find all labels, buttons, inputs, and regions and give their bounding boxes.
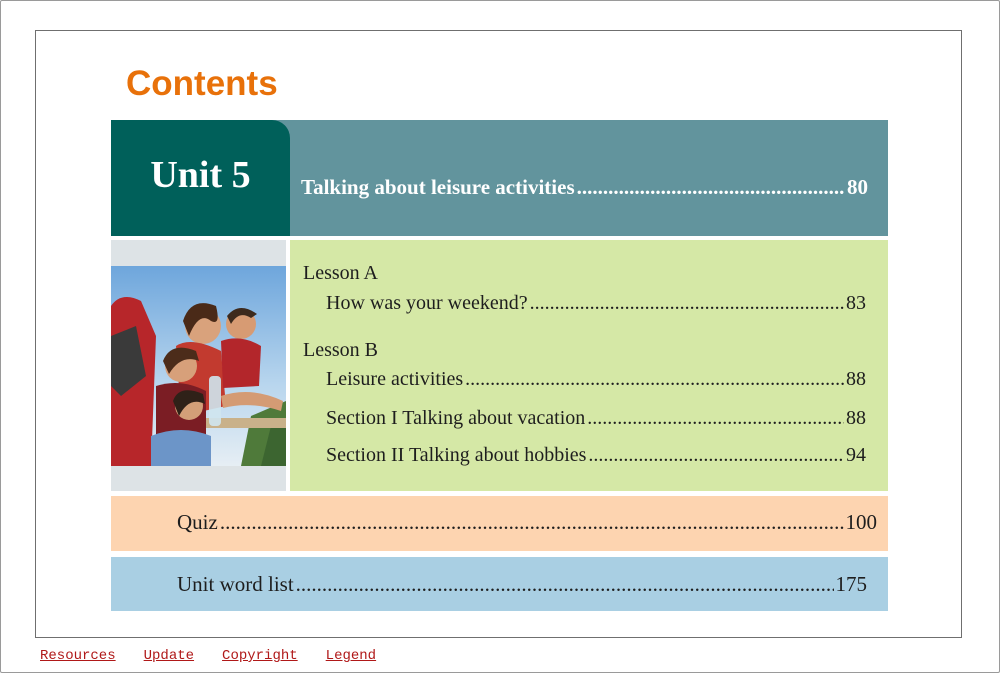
unit-title-entry[interactable] <box>301 175 868 200</box>
entry-page-number: 175 <box>835 572 867 596</box>
unit-tab <box>111 120 290 236</box>
entry-title: Leisure activities <box>326 368 464 390</box>
photo-panel <box>111 240 286 491</box>
dot-leader <box>587 407 844 430</box>
legend-link[interactable]: Legend <box>325 648 377 664</box>
dot-leader <box>465 368 844 391</box>
dot-leader <box>530 292 844 315</box>
toc-entry-how-was-your-weekend[interactable] <box>326 292 866 315</box>
toc-entry-section-i[interactable] <box>326 407 866 430</box>
page-title: Contents <box>126 64 278 103</box>
contents-page <box>35 30 962 638</box>
footer-links <box>40 648 376 664</box>
entry-page-number: 88 <box>846 407 866 429</box>
copyright-link[interactable]: Copyright <box>222 648 298 664</box>
entry-title: Quiz <box>177 510 218 534</box>
dot-leader <box>588 444 844 467</box>
lesson-b-heading: Lesson B <box>303 339 378 361</box>
lesson-a-heading: Lesson A <box>303 262 378 284</box>
dot-leader <box>296 572 834 597</box>
unit-label: Unit 5 <box>150 154 251 196</box>
entry-title: Section I Talking about vacation <box>326 407 586 429</box>
toc-entry-quiz[interactable] <box>177 510 877 535</box>
entry-title: Section II Talking about hobbies <box>326 444 587 466</box>
entry-page-number: 88 <box>846 368 866 390</box>
family-photo <box>111 266 286 466</box>
unit-title: Talking about leisure activities <box>301 175 575 199</box>
lessons-panel <box>290 240 888 491</box>
toc-entry-word-list[interactable] <box>177 572 867 597</box>
dot-leader <box>220 510 844 535</box>
toc-entry-section-ii[interactable] <box>326 444 866 467</box>
resources-link[interactable]: Resources <box>40 648 116 664</box>
update-link[interactable]: Update <box>143 648 195 664</box>
entry-page-number: 100 <box>845 510 877 534</box>
unit-header <box>111 120 888 236</box>
entry-title: How was your weekend? <box>326 292 528 314</box>
quiz-bar <box>111 496 888 551</box>
dot-leader <box>577 175 845 200</box>
toc-entry-leisure-activities[interactable] <box>326 368 866 391</box>
entry-page-number: 83 <box>846 292 866 314</box>
entry-title: Unit word list <box>177 572 294 596</box>
word-list-bar <box>111 557 888 611</box>
unit-page-number: 80 <box>847 175 868 199</box>
entry-page-number: 94 <box>846 444 866 466</box>
